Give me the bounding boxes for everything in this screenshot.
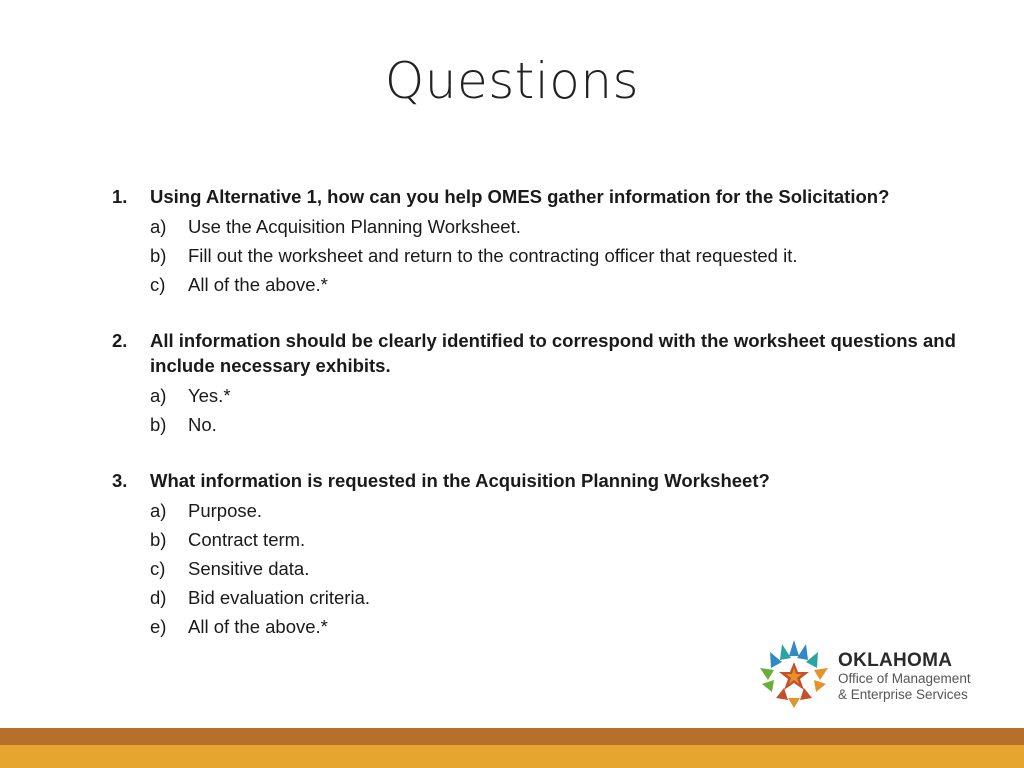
- option-text: All of the above.*: [188, 616, 328, 637]
- option-text: Fill out the worksheet and return to the contracting officer that requested it.: [188, 245, 798, 266]
- logo-title: OKLAHOMA: [838, 650, 953, 671]
- option-letter: b): [150, 414, 167, 435]
- option-text: Bid evaluation criteria.: [188, 587, 371, 608]
- option-text: No.: [188, 414, 217, 435]
- question-row: [112, 328, 972, 378]
- answer-option: [112, 612, 972, 641]
- answer-option: [112, 554, 972, 583]
- footer-band-light: [0, 745, 1024, 768]
- question-3: [112, 468, 972, 641]
- answer-option: [112, 410, 972, 439]
- slide-title: Questions: [384, 52, 640, 110]
- omes-logo: [758, 638, 1008, 710]
- footer-band-dark: [0, 728, 1024, 745]
- logo-text: [838, 650, 1013, 703]
- question-row: [112, 184, 972, 209]
- option-letter: a): [150, 500, 167, 521]
- logo-subtitle-line2: & Enterprise Services: [838, 687, 968, 702]
- answer-option: [112, 270, 972, 299]
- option-letter: a): [150, 385, 167, 406]
- option-letter: e): [150, 616, 167, 637]
- question-row: [112, 468, 972, 493]
- oklahoma-star-logo-icon: [758, 638, 830, 710]
- question-text: All information should be clearly identified to correspond with the worksheet questions and include necessary exhibits.: [150, 330, 956, 376]
- option-text: Yes.*: [188, 385, 231, 406]
- answer-option: [112, 496, 972, 525]
- option-letter: c): [150, 558, 166, 579]
- question-list: [112, 184, 972, 670]
- option-letter: b): [150, 529, 167, 550]
- answer-option: [112, 212, 972, 241]
- option-letter: a): [150, 216, 167, 237]
- question-2: [112, 328, 972, 439]
- option-text: Sensitive data.: [188, 558, 310, 579]
- option-text: All of the above.*: [188, 274, 328, 295]
- answer-option: [112, 525, 972, 554]
- question-text: What information is requested in the Acquisition Planning Worksheet?: [150, 470, 770, 491]
- option-text: Contract term.: [188, 529, 306, 550]
- question-1: [112, 184, 972, 299]
- option-letter: b): [150, 245, 167, 266]
- option-text: Purpose.: [188, 500, 263, 521]
- answer-option: [112, 241, 972, 270]
- option-letter: d): [150, 587, 167, 608]
- question-number: 2.: [112, 330, 128, 351]
- answer-option: [112, 381, 972, 410]
- option-letter: c): [150, 274, 166, 295]
- answer-option: [112, 583, 972, 612]
- option-text: Use the Acquisition Planning Worksheet.: [188, 216, 521, 237]
- logo-subtitle-line1: Office of Management: [838, 671, 971, 686]
- question-number: 3.: [112, 470, 128, 491]
- question-number: 1.: [112, 186, 128, 207]
- question-text: Using Alternative 1, how can you help OMES gather information for the Solicitation?: [150, 186, 890, 207]
